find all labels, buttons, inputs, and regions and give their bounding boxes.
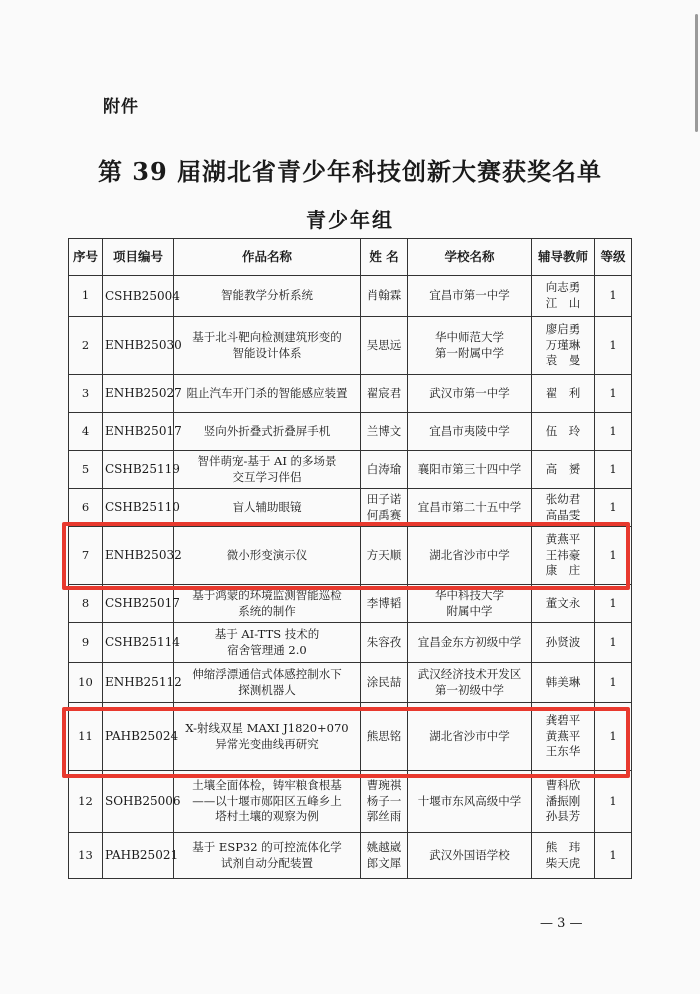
school-cell [408,585,532,623]
school-cell-line: 第一初级中学 [435,682,504,697]
work-cell-line: 基于鸿蒙的环境监测智能巡检 [192,587,342,602]
name-cell-line: 白涛瑜 [366,461,402,476]
name-cell-line: 田子诺 [366,491,402,506]
index-cell: 13 [69,833,103,879]
work-cell-line: 竖向外折叠式折叠屏手机 [203,423,331,438]
teacher-cell-line: 万瑾琳 [545,337,581,352]
school-cell [408,489,532,527]
name-cell-line: 翟宸君 [366,385,402,400]
scrollbar[interactable] [695,14,698,132]
code-cell: SOHB25006 [103,771,174,833]
school-cell [408,663,532,703]
index-cell: 3 [69,375,103,413]
code-cell: ENHB25027 [103,375,174,413]
name-cell-line: 方天顺 [366,547,402,562]
teacher-cell [532,771,595,833]
teacher-cell [532,451,595,489]
name-cell [361,375,408,413]
work-cell-line: 智伴萌宠-基于 AI 的多场景 [197,453,337,468]
school-cell [408,375,532,413]
school-cell-line: 宜昌市第一中学 [429,288,510,303]
work-cell-line: 土壤全面体检，铸牢粮食根基 [192,778,342,793]
teacher-cell-line: 高晶雯 [545,507,581,522]
work-cell [174,317,361,375]
school-cell-line: 武汉市第一中学 [429,385,510,400]
work-cell-line: X-射线双星 MAXI J1820+070 [185,720,349,735]
index-cell: 4 [69,413,103,451]
table-row [69,413,632,451]
column-header-index: 序号 [69,239,103,276]
teacher-cell-line: 柴天虎 [545,855,581,870]
highlight-box-row-11 [62,707,630,778]
school-cell-line: 武汉外国语学校 [429,847,510,862]
index-cell: 8 [69,585,103,623]
school-cell-line: 附属中学 [446,603,493,618]
index-cell: 10 [69,663,103,703]
work-cell-line: 宿舍管理通 2.0 [227,642,307,657]
level-cell: 1 [595,833,632,879]
table-row [69,833,632,879]
teacher-cell [532,413,595,451]
teacher-cell [532,585,595,623]
school-cell [408,833,532,879]
table-row [69,663,632,703]
work-cell-line: 异常光变曲线再研究 [215,736,319,751]
level-cell: 1 [595,413,632,451]
teacher-cell-line: 孙县芳 [545,809,581,824]
name-cell-line: 肖翰霖 [366,288,402,303]
table-row [69,317,632,375]
name-cell-line: 杨子一 [366,793,402,808]
work-cell [174,451,361,489]
teacher-cell-line: 曹科欣 [545,778,581,793]
level-cell: 1 [595,276,632,317]
name-cell [361,833,408,879]
work-cell [174,771,361,833]
teacher-cell-line: 孙贤波 [545,634,581,649]
column-header-school: 学校名称 [408,239,532,276]
school-cell [408,413,532,451]
school-cell [408,276,532,317]
name-cell [361,663,408,703]
index-cell: 2 [69,317,103,375]
code-cell: CSHB25119 [103,451,174,489]
code-cell: ENHB25030 [103,317,174,375]
work-cell [174,623,361,663]
teacher-cell-line: 伍 玲 [545,423,581,438]
teacher-cell-line: 康 庄 [545,563,581,578]
teacher-cell [532,375,595,413]
code-cell: PAHB25021 [103,833,174,879]
work-cell-line: 试剂自动分配装置 [221,855,313,870]
level-cell: 1 [595,317,632,375]
school-cell-line: 华中科技大学 [435,587,504,602]
name-cell-line: 郎文犀 [366,855,402,870]
work-cell-line: ——以十堰市郧阳区五峰乡上 [192,793,342,808]
work-cell-line: 基于 AI-TTS 技术的 [214,626,320,641]
teacher-cell-line: 韩美琳 [545,674,581,689]
work-cell-line: 智能设计体系 [232,345,302,360]
teacher-cell [532,833,595,879]
attachment-label: 附件 [103,97,139,117]
document-title: 第 39 届湖北省青少年科技创新大赛获奖名单 [97,157,603,186]
highlight-box-row-7 [62,522,630,590]
name-cell [361,623,408,663]
code-cell: CSHB25110 [103,489,174,527]
school-cell-line: 湖北省沙市中学 [429,728,510,743]
work-cell [174,585,361,623]
name-cell [361,489,408,527]
level-cell: 1 [595,703,632,771]
name-cell [361,317,408,375]
code-cell: CSHB25017 [103,585,174,623]
work-cell-line: 基于北斗靶向检测建筑形变的 [192,329,342,344]
teacher-cell-line: 张幼君 [545,491,581,506]
level-cell: 1 [595,489,632,527]
level-cell: 1 [595,623,632,663]
work-cell [174,489,361,527]
column-header-code: 项目编号 [103,239,174,276]
index-cell: 12 [69,771,103,833]
teacher-cell-line: 袁 曼 [545,353,581,368]
school-cell [408,623,532,663]
code-cell: ENHB25112 [103,663,174,703]
table-row [69,276,632,317]
teacher-cell [532,317,595,375]
teacher-cell [532,623,595,663]
group-title: 青少年组 [306,208,394,232]
level-cell: 1 [595,663,632,703]
index-cell: 6 [69,489,103,527]
level-cell: 1 [595,451,632,489]
level-cell: 1 [595,771,632,833]
code-cell: CSHB25114 [103,623,174,663]
code-cell: PAHB25024 [103,703,174,771]
school-cell-line: 宜昌金东方初级中学 [417,634,522,649]
school-cell [408,317,532,375]
name-cell [361,276,408,317]
school-cell-line: 宜昌市夷陵中学 [429,423,510,438]
school-cell-line: 湖北省沙市中学 [429,547,510,562]
name-cell-line: 郭丝雨 [366,809,402,824]
work-cell [174,833,361,879]
table-row [69,451,632,489]
code-cell: ENHB25017 [103,413,174,451]
level-cell: 1 [595,585,632,623]
school-cell [408,451,532,489]
work-cell-line: 智能教学分析系统 [221,288,313,303]
name-cell-line: 兰博文 [366,423,402,438]
teacher-cell-line: 王东华 [545,744,581,759]
school-cell-line: 襄阳市第三十四中学 [417,461,522,476]
work-cell-line: 伸缩浮漂通信式体感控制水下 [192,666,342,681]
table-row [69,375,632,413]
name-cell [361,451,408,489]
teacher-cell-line: 黄燕平 [545,728,581,743]
teacher-cell-line: 高 赟 [545,461,581,476]
work-cell [174,663,361,703]
name-cell-line: 朱容孜 [366,634,402,649]
teacher-cell-line: 王祎豪 [545,547,581,562]
school-cell-line: 宜昌市第二十五中学 [417,499,522,514]
work-cell-line: 微小形变演示仪 [226,547,308,562]
column-header-work: 作品名称 [174,239,361,276]
level-cell: 1 [595,527,632,585]
index-cell: 11 [69,703,103,771]
name-cell [361,771,408,833]
teacher-cell-line: 廖启勇 [545,322,581,337]
index-cell: 1 [69,276,103,317]
table-row [69,585,632,623]
work-cell-line: 基于 ESP32 的可控流体化学 [192,839,342,854]
work-cell-line: 系统的制作 [238,603,296,618]
school-cell-line: 第一附属中学 [435,345,504,360]
work-cell-line: 探测机器人 [238,682,296,697]
level-cell: 1 [595,375,632,413]
work-cell-line: 塔村土壤的观察为例 [215,809,319,824]
work-cell [174,276,361,317]
name-cell-line: 李博韬 [366,595,402,610]
teacher-cell-line: 黄燕平 [545,532,581,547]
code-cell: ENHB25032 [103,527,174,585]
teacher-cell [532,663,595,703]
name-cell [361,413,408,451]
table-header-row [69,239,632,276]
column-header-teacher: 辅导教师 [532,239,595,276]
work-cell [174,375,361,413]
name-cell [361,585,408,623]
table-row [69,489,632,527]
work-cell-line: 盲人辅助眼镜 [232,499,302,514]
teacher-cell-line: 熊 玮 [545,839,581,854]
work-cell-line: 阻止汽车开门杀的智能感应装置 [186,385,348,400]
code-cell: CSHB25004 [103,276,174,317]
school-cell-line: 十堰市东风高级中学 [417,793,522,808]
teacher-cell [532,276,595,317]
column-header-name: 姓 名 [361,239,408,276]
work-cell-line: 交互学习伴侣 [232,469,302,484]
school-cell [408,771,532,833]
index-cell: 7 [69,527,103,585]
teacher-cell-line: 潘振刚 [545,793,581,808]
name-cell-line: 何禹赛 [366,507,402,522]
name-cell-line: 曹琬祺 [366,778,402,793]
table-row [69,771,632,833]
work-cell [174,413,361,451]
teacher-cell-line: 龚碧平 [545,713,581,728]
school-cell-line: 武汉经济技术开发区 [417,666,522,681]
table-row [69,623,632,663]
school-cell-line: 华中师范大学 [435,329,504,344]
index-cell: 9 [69,623,103,663]
column-header-level: 等级 [595,239,632,276]
name-cell-line: 吴思远 [366,337,402,352]
name-cell-line: 姚越崴 [366,839,402,854]
index-cell: 5 [69,451,103,489]
teacher-cell-line: 向志勇 [545,280,581,295]
teacher-cell [532,489,595,527]
teacher-cell-line: 董文永 [545,595,581,610]
page-number: — 3 — [540,916,583,931]
name-cell-line: 涂民喆 [366,674,402,689]
teacher-cell-line: 翟 利 [545,385,581,400]
teacher-cell-line: 江 山 [545,296,581,310]
name-cell-line: 熊思铭 [366,728,402,743]
